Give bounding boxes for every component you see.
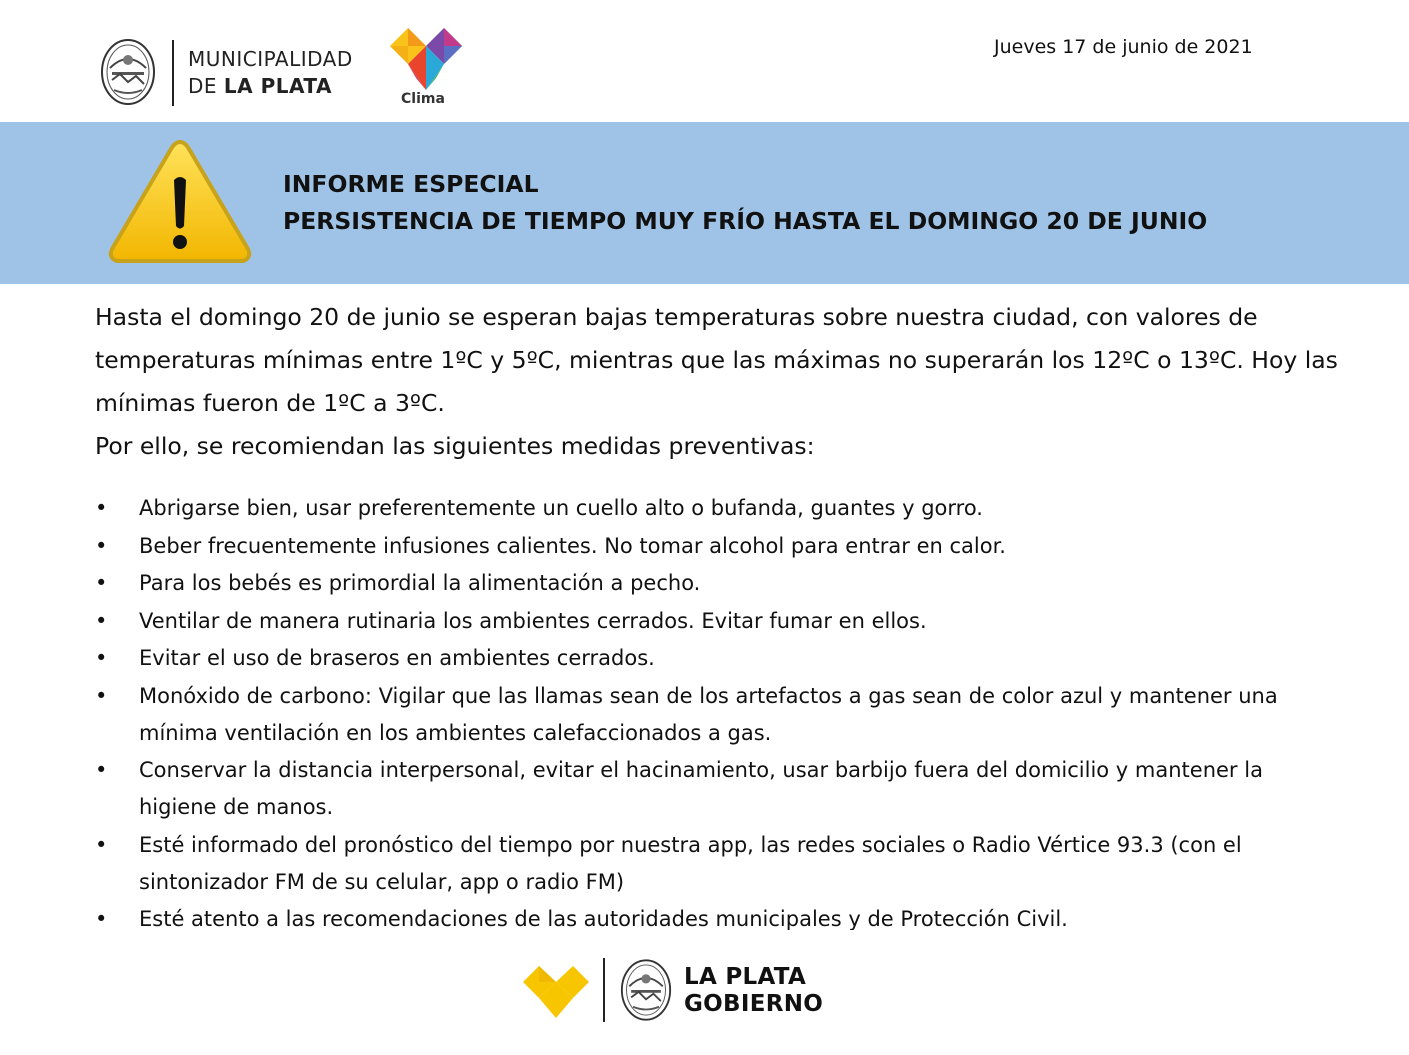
city-seal-icon bbox=[100, 38, 156, 106]
yellow-heart-logo-icon bbox=[521, 964, 591, 1020]
list-item: • Ventilar de manera rutinaria los ambientes cerrados. Evitar fumar en ellos. bbox=[95, 603, 1320, 640]
clima-label: Clima bbox=[401, 91, 445, 107]
bullet: • bbox=[95, 533, 108, 558]
bullet: • bbox=[95, 832, 108, 857]
banner-title-line1: INFORME ESPECIAL bbox=[283, 170, 539, 198]
footer-name-line2: GOBIERNO bbox=[684, 991, 824, 1017]
list-item: • Conservar la distancia interpersonal, evitar el hacinamiento, usar barbijo fuera del domicilio y mantener la higiene de manos. bbox=[95, 752, 1320, 826]
list-item: • Para los bebés es primordial la alimentación a pecho. bbox=[95, 565, 1320, 602]
intro-text bbox=[95, 296, 1365, 468]
list-item: • Abrigarse bien, usar preferentemente un cuello alto o bufanda, guantes y gorro. bbox=[95, 490, 1320, 527]
bullet: • bbox=[95, 608, 108, 633]
org-line2: DE LA PLATA bbox=[188, 74, 332, 98]
banner-title-line2: PERSISTENCIA DE TIEMPO MUY FRÍO HASTA EL DOMINGO 20 DE JUNIO bbox=[283, 207, 1208, 235]
list-item: • Beber frecuentemente infusiones calientes. No tomar alcohol para entrar en calor. bbox=[95, 528, 1320, 565]
report-date: Jueves 17 de junio de 2021 bbox=[994, 36, 1253, 58]
list-item: • Esté informado del pronóstico del tiempo por nuestra app, las redes sociales o Radio Vértice 93.3 (con el sintonizador FM de su celular, app o radio FM) bbox=[95, 827, 1320, 901]
bullet: • bbox=[95, 571, 108, 595]
bullet: • bbox=[95, 646, 108, 670]
header-divider bbox=[172, 40, 174, 106]
bullet: • bbox=[95, 758, 108, 782]
footer-name-line1: LA PLATA bbox=[684, 964, 807, 990]
city-seal-icon bbox=[620, 958, 672, 1022]
banner-title bbox=[283, 166, 1207, 240]
footer-divider bbox=[603, 958, 605, 1022]
list-item: • Evitar el uso de braseros en ambientes cerrados. bbox=[95, 640, 1320, 677]
page-header bbox=[0, 0, 1409, 122]
page-footer bbox=[0, 950, 1409, 1030]
bullet: • bbox=[95, 907, 108, 930]
alert-banner bbox=[0, 122, 1409, 284]
org-line1: MUNICIPALIDAD bbox=[188, 47, 353, 71]
bullet: • bbox=[95, 683, 108, 708]
warning-triangle-icon bbox=[105, 136, 255, 268]
clima-heart-logo-icon bbox=[388, 24, 464, 92]
intro-paragraph: Hasta el domingo 20 de junio se esperan bajas temperaturas sobre nuestra ciudad, con valores de temperaturas mínimas entre 1ºC y 5ºC, mientras que las máximas no superarán los 12ºC o 13ºC. Hoy las mínimas fueron de 1ºC a 3ºC. bbox=[95, 303, 1338, 417]
list-item: • Esté atento a las recomendaciones de las autoridades municipales y de Protección Civil. bbox=[95, 901, 1320, 930]
municipality-name bbox=[188, 46, 353, 100]
footer-org-name bbox=[684, 964, 823, 1018]
list-item: • Monóxido de carbono: Vigilar que las llamas sean de los artefactos a gas sean de color azul y mantener una mínima ventilación en los ambientes calefaccionados a gas. bbox=[95, 678, 1320, 752]
preventive-measures-list bbox=[95, 490, 1320, 930]
intro-lead: Por ello, se recomiendan las siguientes medidas preventivas: bbox=[95, 432, 815, 460]
bullet: • bbox=[95, 496, 108, 520]
